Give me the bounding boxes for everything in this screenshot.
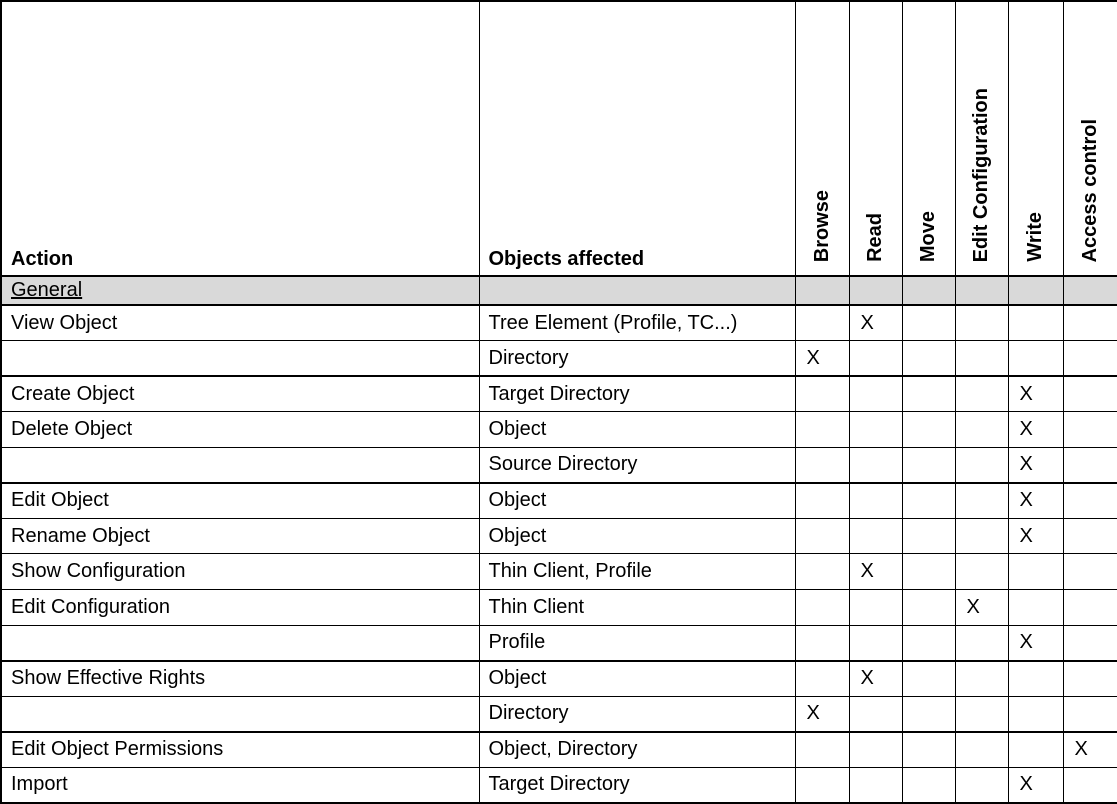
action-cell: Import (1, 767, 479, 803)
objects-cell: Object (479, 661, 795, 697)
table-row (1, 483, 1117, 519)
mark-cell-access-control (1063, 767, 1117, 803)
column-header-write-label: Write (1024, 212, 1046, 262)
mark-cell-read (849, 732, 902, 768)
mark-cell-browse (795, 483, 849, 519)
mark-cell-edit-configuration (955, 732, 1008, 768)
mark-cell-browse (795, 518, 849, 554)
section-cell (1063, 276, 1117, 305)
mark-cell-access-control (1063, 661, 1117, 697)
mark-cell-browse (795, 554, 849, 590)
column-header-access-control (1063, 1, 1117, 276)
section-cell (849, 276, 902, 305)
action-cell: Delete Object (1, 412, 479, 448)
objects-cell: Directory (479, 696, 795, 732)
mark-cell-browse (795, 661, 849, 697)
mark-cell-edit-configuration (955, 341, 1008, 377)
mark-cell-browse: X (795, 696, 849, 732)
mark-cell-read (849, 767, 902, 803)
mark-cell-write: X (1008, 767, 1063, 803)
table-row (1, 554, 1117, 590)
mark-cell-read (849, 625, 902, 661)
mark-cell-move (902, 305, 955, 341)
mark-cell-write (1008, 341, 1063, 377)
section-row-general (1, 276, 1117, 305)
objects-cell: Tree Element (Profile, TC...) (479, 305, 795, 341)
objects-cell: Object, Directory (479, 732, 795, 768)
column-header-move-label: Move (917, 210, 939, 262)
mark-cell-access-control (1063, 341, 1117, 377)
mark-cell-read: X (849, 661, 902, 697)
mark-cell-read (849, 483, 902, 519)
mark-cell-edit-configuration (955, 554, 1008, 590)
mark-cell-move (902, 412, 955, 448)
column-header-edit-configuration (955, 1, 1008, 276)
mark-cell-write (1008, 696, 1063, 732)
mark-cell-browse (795, 767, 849, 803)
action-cell: View Object (1, 305, 479, 341)
mark-cell-access-control (1063, 412, 1117, 448)
objects-cell: Target Directory (479, 767, 795, 803)
mark-cell-access-control (1063, 696, 1117, 732)
column-header-browse-label: Browse (810, 189, 833, 262)
mark-cell-read: X (849, 305, 902, 341)
mark-cell-read: X (849, 554, 902, 590)
mark-cell-browse (795, 412, 849, 448)
mark-cell-write: X (1008, 625, 1063, 661)
objects-cell: Thin Client, Profile (479, 554, 795, 590)
mark-cell-access-control (1063, 305, 1117, 341)
objects-cell: Object (479, 518, 795, 554)
mark-cell-browse (795, 732, 849, 768)
mark-cell-move (902, 590, 955, 626)
table-row (1, 696, 1117, 732)
column-header-access-control-label: Access control (1078, 118, 1101, 262)
table-row (1, 625, 1117, 661)
mark-cell-move (902, 661, 955, 697)
action-cell (1, 447, 479, 483)
section-label: General (11, 279, 83, 302)
mark-cell-edit-configuration (955, 412, 1008, 448)
table-row (1, 376, 1117, 412)
mark-cell-browse (795, 376, 849, 412)
mark-cell-move (902, 696, 955, 732)
action-cell (1, 625, 479, 661)
mark-cell-access-control (1063, 518, 1117, 554)
mark-cell-write (1008, 590, 1063, 626)
mark-cell-write: X (1008, 518, 1063, 554)
column-header-read (849, 1, 902, 276)
action-cell: Show Configuration (1, 554, 479, 590)
mark-cell-write: X (1008, 376, 1063, 412)
action-cell (1, 341, 479, 377)
table-row (1, 447, 1117, 483)
mark-cell-move (902, 341, 955, 377)
mark-cell-move (902, 447, 955, 483)
mark-cell-browse: X (795, 341, 849, 377)
mark-cell-write (1008, 732, 1063, 768)
mark-cell-edit-configuration (955, 518, 1008, 554)
action-cell: Edit Object Permissions (1, 732, 479, 768)
mark-cell-move (902, 767, 955, 803)
column-header-read-label: Read (864, 213, 886, 262)
action-cell: Show Effective Rights (1, 661, 479, 697)
section-cell-action (1, 276, 479, 305)
mark-cell-access-control (1063, 447, 1117, 483)
action-cell: Edit Object (1, 483, 479, 519)
table-row (1, 590, 1117, 626)
mark-cell-edit-configuration: X (955, 590, 1008, 626)
action-cell: Rename Object (1, 518, 479, 554)
mark-cell-write: X (1008, 483, 1063, 519)
action-cell: Edit Configuration (1, 590, 479, 626)
mark-cell-edit-configuration (955, 696, 1008, 732)
column-header-browse (795, 1, 849, 276)
table-row (1, 732, 1117, 768)
objects-cell: Directory (479, 341, 795, 377)
mark-cell-browse (795, 590, 849, 626)
mark-cell-access-control (1063, 590, 1117, 626)
mark-cell-move (902, 518, 955, 554)
objects-cell: Profile (479, 625, 795, 661)
mark-cell-move (902, 483, 955, 519)
mark-cell-read (849, 518, 902, 554)
section-cell (1008, 276, 1063, 305)
mark-cell-move (902, 554, 955, 590)
mark-cell-access-control (1063, 625, 1117, 661)
mark-cell-move (902, 732, 955, 768)
mark-cell-edit-configuration (955, 767, 1008, 803)
table-row (1, 341, 1117, 377)
mark-cell-access-control (1063, 483, 1117, 519)
objects-cell: Object (479, 412, 795, 448)
header-row (1, 1, 1117, 276)
column-header-objects: Objects affected (479, 1, 795, 276)
mark-cell-edit-configuration (955, 376, 1008, 412)
mark-cell-read (849, 376, 902, 412)
section-cell (479, 276, 795, 305)
table-row (1, 661, 1117, 697)
mark-cell-browse (795, 447, 849, 483)
mark-cell-write (1008, 661, 1063, 697)
objects-cell: Thin Client (479, 590, 795, 626)
mark-cell-edit-configuration (955, 625, 1008, 661)
mark-cell-edit-configuration (955, 447, 1008, 483)
table-row (1, 767, 1117, 803)
column-header-write (1008, 1, 1063, 276)
table-row (1, 518, 1117, 554)
mark-cell-write: X (1008, 447, 1063, 483)
section-cell (955, 276, 1008, 305)
column-header-edit-configuration-label: Edit Configuration (970, 87, 992, 262)
mark-cell-write (1008, 554, 1063, 590)
mark-cell-access-control: X (1063, 732, 1117, 768)
action-cell (1, 696, 479, 732)
column-header-move (902, 1, 955, 276)
mark-cell-access-control (1063, 376, 1117, 412)
section-cell (902, 276, 955, 305)
mark-cell-read (849, 590, 902, 626)
column-header-action: Action (1, 1, 479, 276)
mark-cell-read (849, 696, 902, 732)
mark-cell-read (849, 447, 902, 483)
mark-cell-edit-configuration (955, 305, 1008, 341)
mark-cell-write: X (1008, 412, 1063, 448)
section-cell (795, 276, 849, 305)
mark-cell-write (1008, 305, 1063, 341)
mark-cell-read (849, 341, 902, 377)
mark-cell-edit-configuration (955, 483, 1008, 519)
table-row (1, 305, 1117, 341)
mark-cell-edit-configuration (955, 661, 1008, 697)
objects-cell: Object (479, 483, 795, 519)
mark-cell-move (902, 625, 955, 661)
mark-cell-access-control (1063, 554, 1117, 590)
mark-cell-read (849, 412, 902, 448)
objects-cell: Target Directory (479, 376, 795, 412)
mark-cell-browse (795, 305, 849, 341)
action-cell: Create Object (1, 376, 479, 412)
mark-cell-move (902, 376, 955, 412)
mark-cell-browse (795, 625, 849, 661)
objects-cell: Source Directory (479, 447, 795, 483)
table-row (1, 412, 1117, 448)
